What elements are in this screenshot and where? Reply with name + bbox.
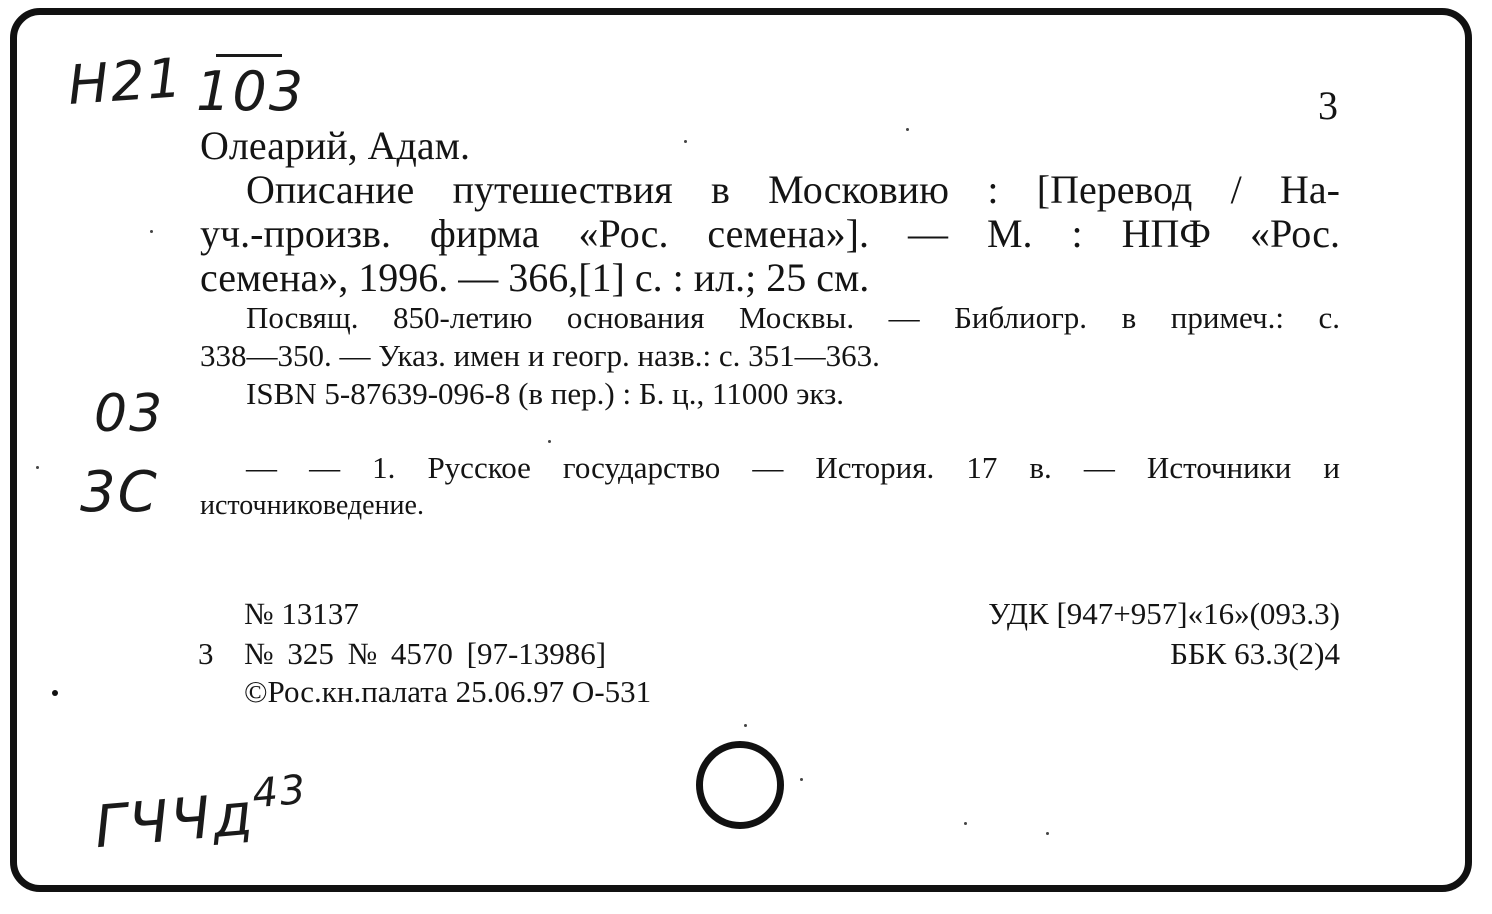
handwritten-sigla-1: 03 xyxy=(94,384,165,444)
scan-speck xyxy=(800,778,803,781)
udk-code: УДК [947+957]«16»(093.3) xyxy=(988,596,1340,631)
bottom-code-text: ГЧЧд xyxy=(91,779,258,862)
note-line-1: Посвящ. 850-летию основания Москвы. — Библиогр. в примеч.: с. xyxy=(246,300,1340,335)
copyright-line: ©Рос.кн.палата 25.06.97 О-531 xyxy=(244,674,652,709)
scan-speck xyxy=(52,690,58,696)
isbn-line: ISBN 5-87639-096-8 (в пер.) : Б. ц., 11000 экз. xyxy=(246,376,845,411)
bottom-code-superscript: 43 xyxy=(250,766,310,818)
punch-hole xyxy=(696,741,784,829)
subject-line-2: источниковедение. xyxy=(200,490,424,521)
scan-speck xyxy=(548,440,551,443)
card-number-2-prefix: 3 xyxy=(198,636,214,671)
scan-speck xyxy=(150,230,153,233)
title-line-1: Описание путешествия в Московию : [Перевод / На- xyxy=(246,167,1340,212)
card-number-1: № 13137 xyxy=(244,596,359,631)
overline-mark xyxy=(216,54,282,57)
handwritten-sigla-2: 3С xyxy=(80,460,159,525)
bbk-code: ББК 63.3(2)4 xyxy=(1170,636,1340,671)
scan-speck xyxy=(36,466,39,469)
card-number-2: № 325 № 4570 [97-13986] xyxy=(244,636,607,671)
author-heading: Олеарий, Адам. xyxy=(200,123,470,168)
shelfmark-number-text: 103 xyxy=(196,60,306,123)
scan-speck xyxy=(1046,832,1049,835)
scan-speck xyxy=(906,128,909,131)
handwritten-shelfmark-number xyxy=(196,60,305,123)
scan-speck xyxy=(744,724,747,727)
subject-line-1: — — 1. Русское государство — История. 17 в. — Источники и xyxy=(246,450,1340,485)
title-line-3: семена», 1996. — 366,[1] с. : ил.; 25 см. xyxy=(200,255,870,300)
note-line-2: 338—350. — Указ. имен и геогр. назв.: с. 351—363. xyxy=(200,338,880,373)
handwritten-shelfmark-prefix: Н21 xyxy=(65,46,186,117)
scan-speck xyxy=(964,822,967,825)
title-line-2: уч.-произв. фирма «Рос. семена»]. — М. : НПФ «Рос. xyxy=(200,211,1340,256)
page-number: 3 xyxy=(1318,83,1338,128)
scan-speck xyxy=(684,140,687,143)
